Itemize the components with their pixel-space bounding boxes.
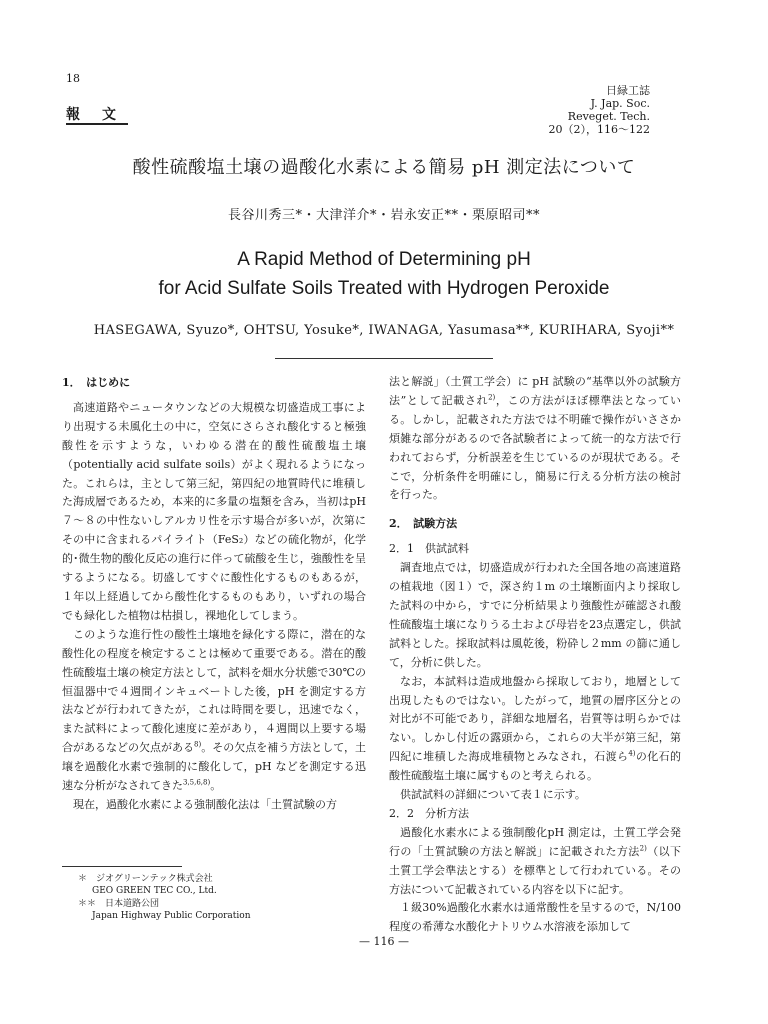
title-english <box>0 245 768 303</box>
paragraph: 調査地点では，切盛造成が行われた全国各地の高速道路の植栽地（図１）で，深さ約１m の土壌断面内より採取した試料の中から，すでに分析結果より強酸性が確認され酸性硫酸塩土壌になりうる土および母岩を23点選定し，供試試料とした。採取試料は風乾後，粉砕し２mm の篩に通して，分析に供した。 <box>389 561 681 669</box>
footnote-affiliation: ジオグリーンテック株式会社 <box>96 874 213 884</box>
paragraph-text: ，この方法がほぼ標準法となっている。しかし，記載された方法では不明確で操作がいささか煩雑な部分があるので各試験者によって統一的な方法で行われておらず，分析誤差を生じているのが現状である。そこで，分析条件を明確にし，簡易に行える分析方法の検討を行った。 <box>389 393 682 502</box>
subsection-heading: 2．1 供試試料 <box>389 542 469 556</box>
citation: 2) <box>488 393 496 402</box>
section-underline <box>66 123 128 125</box>
footnote-line: GEO GREEN TEC CO., Ltd. <box>92 886 217 897</box>
footnote-line <box>78 873 251 885</box>
section-heading: 1． はじめに <box>62 376 131 389</box>
footnote-divider <box>62 866 182 867</box>
title-japanese: 酸性硫酸塩土壌の過酸化水素による簡易 pH 測定法について <box>132 157 636 178</box>
journal-line: 日緑工誌 <box>606 84 650 97</box>
paragraph: 現在，過酸化水素による強制酸化法は「土質試験の方 <box>73 797 337 811</box>
paragraph-text: 。その欠点を補う方法として，土壌を過酸化水素で強制的に酸化して，pH などを測定する迅速な分析がなされてきた <box>62 741 366 793</box>
paragraph-text: 過酸化水素水による強制酸化pH 測定は，土質工学会発行の「土質試験の方法と解説」に記載された方法 <box>389 825 681 858</box>
citation: 8) <box>194 740 202 749</box>
citation: 4) <box>628 749 636 758</box>
journal-line: J. Jap. Soc. <box>590 97 650 110</box>
paragraph-text: 。 <box>210 779 222 793</box>
authors-japanese: 長谷川秀三*・大津洋介*・岩永安正**・栗原昭司** <box>227 208 540 223</box>
paragraph-text: （以下土質工学会準法とする）を標準として行われている。その方法について記載されている内容を以下に記す。 <box>389 844 682 896</box>
title-english-line: A Rapid Method of Determining pH <box>237 249 531 270</box>
section-label: 報文 <box>66 107 138 123</box>
paragraph: 高速道路やニュータウンなどの大規模な切盛造成工事により出現する未風化土の中に，空気にさらされ酸化すると極強酸性を示すような，いわゆる潜在的酸性硫酸塩土壌（potentially acid sulfate soils）がよく現れるようになった。これらは，主として第三紀，第四紀の地質時代に堆積した海成層であるため，本来的に多量の塩類を含み，当初はpH７〜８の中性ないしアルカリ性を示す場合が多いが，次第にその中に含まれるパイライト（FeS₂）などの硫化物が，化学的･微生物的酸化反応の進行に伴って硫酸を生じ，強酸性を呈するようになる。切盛してすぐに酸性化するものもあるが，１年以上経過してから酸性化するものもあり，いずれの場合でも緑化した植物は枯損し，裸地化してしまう。 <box>62 400 366 622</box>
citation: 3,5,6,8) <box>183 778 211 787</box>
paragraph <box>62 626 366 796</box>
right-column <box>389 373 681 937</box>
footnotes <box>78 873 251 923</box>
paragraph <box>389 824 681 900</box>
footer-page-number: — 116 — <box>359 935 409 948</box>
paragraph <box>389 673 681 786</box>
footnote-mark: ＊＊ <box>78 898 97 909</box>
title-english-line: for Acid Sulfate Soils Treated with Hydrogen Peroxide <box>158 278 610 299</box>
journal-line: Reveget. Tech. <box>567 110 650 123</box>
paragraph-text: このような進行性の酸性土壌地を緑化する際に，潜在的な酸性化の程度を検定することは極めて重要である。潜在的酸性硫酸塩土壌の検定方法として，試料を畑水分状態で30℃の恒温器中で４週間インキュベートした後，pH を測定する方法などが行われてきたが，これは時間を要し，迅速でなく，また試料によって酸化速度に差があり，４週間以上要する場合があるなどの欠点がある <box>62 627 366 755</box>
journal-line: 20（2），116〜122 <box>548 123 650 136</box>
section-heading: 2． 試験方法 <box>389 517 458 531</box>
paragraph: １級30%過酸化水素水は通常酸性を呈するので，N/100程度の希薄な水酸化ナトリウム水溶液を添加して <box>389 901 681 934</box>
paragraph <box>389 373 681 505</box>
subsection-heading: 2．2 分析方法 <box>389 806 469 820</box>
footnote-mark: ＊ <box>78 874 88 884</box>
paragraph-text: の化石的酸性硫酸塩土壌に属すものと考えられる。 <box>389 750 681 783</box>
left-column <box>62 370 366 815</box>
citation: 2) <box>639 844 647 853</box>
footnote-line: Japan Highway Public Corporation <box>92 911 251 922</box>
paragraph: 供試試料の詳細について表１に示す。 <box>400 788 586 802</box>
footnote-line <box>78 898 251 910</box>
journal-info <box>549 84 651 136</box>
page-number: 18 <box>66 72 80 85</box>
footnote-affiliation: 日本道路公団 <box>105 898 160 909</box>
paragraph-text: 法と解説」（土質工学会）に pH 試験の“基準以外の試験方法”として記載され <box>389 375 681 407</box>
authors-english: HASEGAWA, Syuzo*, OHTSU, Yosuke*, IWANAGA, Yasumasa**, KURIHARA, Syoji** <box>93 323 675 338</box>
title-divider <box>275 358 493 359</box>
paragraph-text: なお，本試料は造成地盤から採取しており，地層として出現したものではない。したがって，地質の層序区分との対比が不可能であり，詳細な地層名，岩質等は明らかではない。しかし付近の露頭から，これらの大半が第三紀，第四紀に堆積した海成堆積物とみなされ，石渡ら <box>389 674 681 764</box>
